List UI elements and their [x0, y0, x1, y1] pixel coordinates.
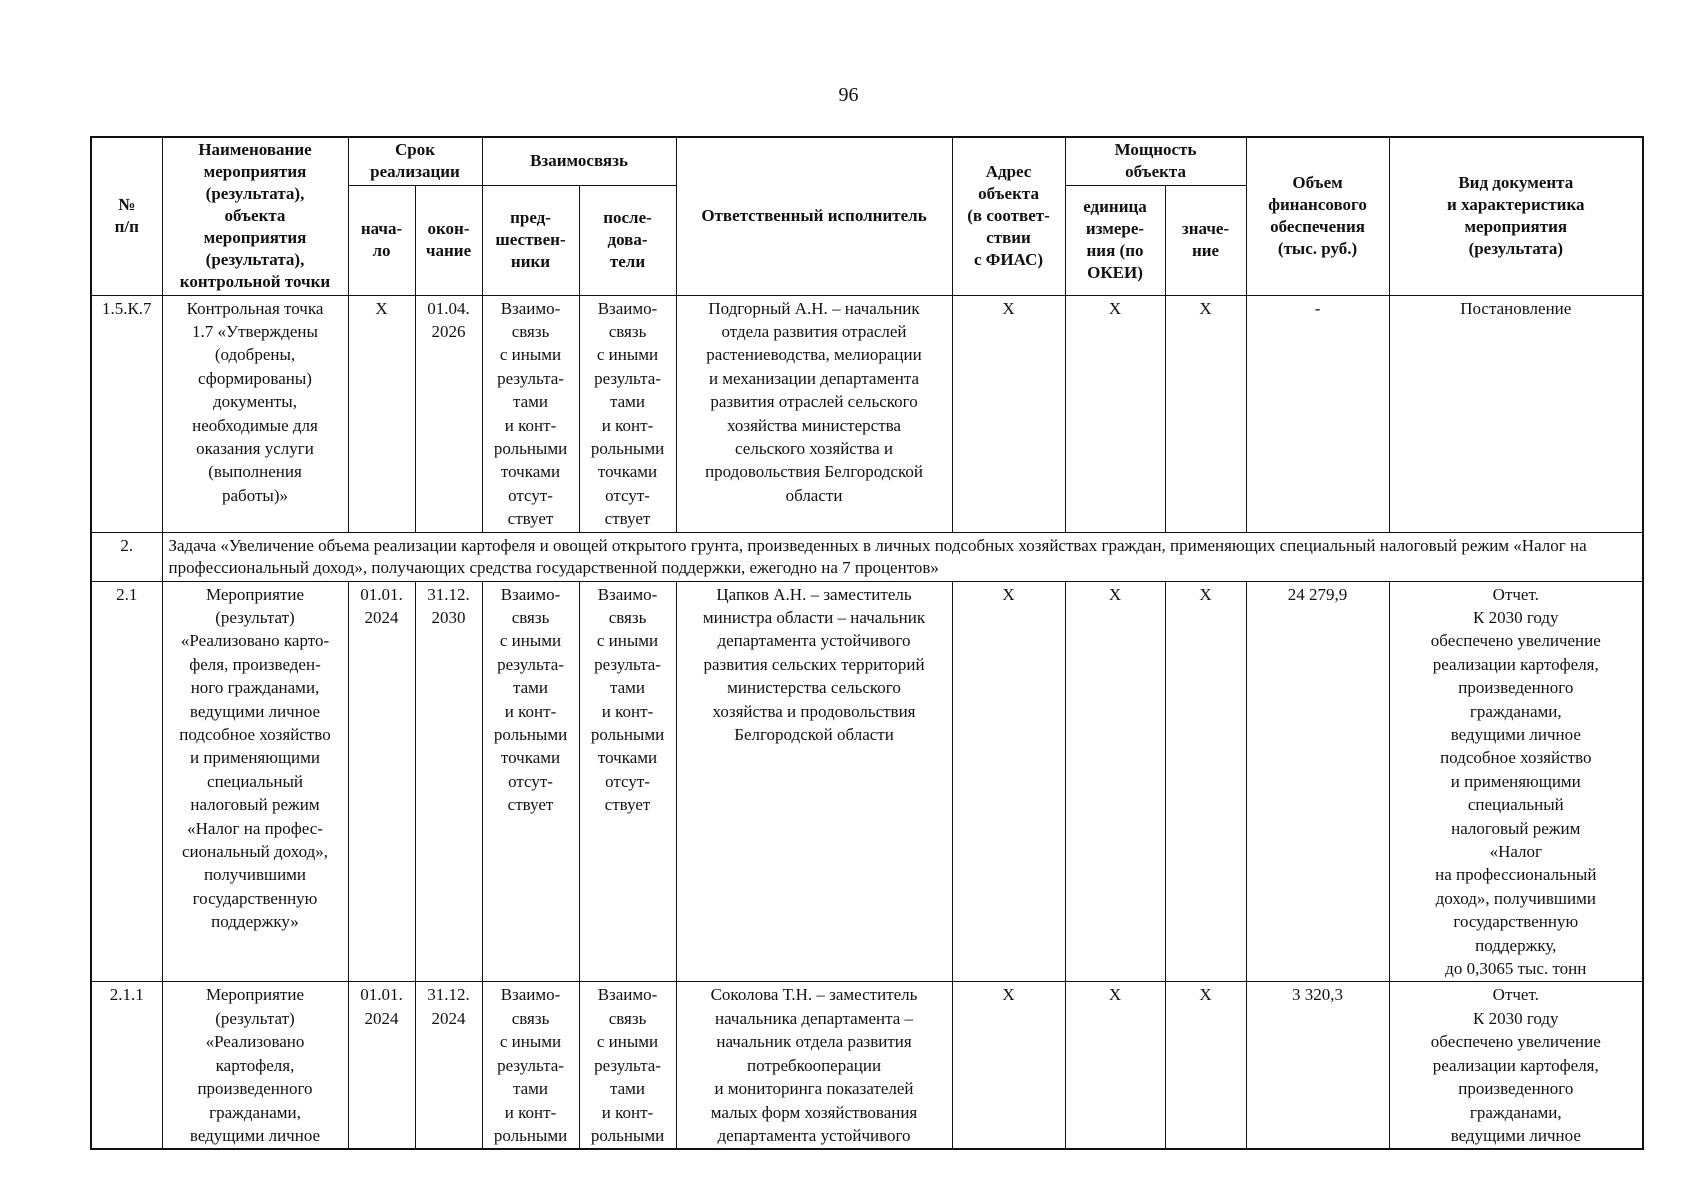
row-start: 01.01. 2024 — [348, 982, 415, 1149]
row-doc: Постановление — [1389, 295, 1643, 532]
header-value: значе- ние — [1165, 185, 1246, 295]
row-start: X — [348, 295, 415, 532]
header-next: после- дова- тели — [579, 185, 676, 295]
row-predecessors: Взаимо- связь с иными результа- тами и конт- рольными точками отсут- ствует — [482, 295, 579, 532]
row-name: Мероприятие (результат) «Реализовано картофеля, произведенного гражданами, ведущими личное — [162, 982, 348, 1149]
header-doc: Вид документа и характеристика мероприятия (результата) — [1389, 137, 1643, 295]
header-finance: Объем финансового обеспечения (тыс. руб.) — [1246, 137, 1389, 295]
table-row — [91, 982, 1643, 1149]
row-end: 31.12. 2024 — [415, 982, 482, 1149]
row-num: 2.1 — [91, 581, 162, 982]
header-prev: пред- шествен- ники — [482, 185, 579, 295]
row-address: X — [952, 295, 1065, 532]
header-address: Адрес объекта (в соответ- ствии с ФИАС) — [952, 137, 1065, 295]
task-num: 2. — [91, 532, 162, 581]
row-name: Мероприятие (результат) «Реализовано карто- феля, произведен- ного гражданами, ведущими личное подсобное хозяйство и применяющими специальный налоговый режим «Налог на профес- сиональный доход», получившими государственную поддержку» — [162, 581, 348, 982]
row-finance: - — [1246, 295, 1389, 532]
row-value: X — [1165, 982, 1246, 1149]
row-address: X — [952, 982, 1065, 1149]
activities-table — [90, 136, 1644, 1150]
row-num: 2.1.1 — [91, 982, 162, 1149]
header-power: Мощность объекта — [1065, 137, 1246, 185]
header-start: нача- ло — [348, 185, 415, 295]
header-num: № п/п — [91, 137, 162, 295]
table-row — [91, 581, 1643, 982]
row-value: X — [1165, 581, 1246, 982]
row-responsible: Подгорный А.Н. – начальник отдела развития отраслей растениеводства, мелиорации и механизации департамента развития отраслей сельского хозяйства министерства сельского хозяйства и продовольствия Белгородской области — [676, 295, 952, 532]
header-unit: единица измере- ния (по ОКЕИ) — [1065, 185, 1165, 295]
row-address: X — [952, 581, 1065, 982]
task-text: Задача «Увеличение объема реализации картофеля и овощей открытого грунта, произведенных в личных подсобных хозяйствах граждан, применяющих специальный налоговый режим «Налог на профессиональный доход», получающих средства государственной поддержки, ежегодно на 7 процентов» — [162, 532, 1643, 581]
row-name: Контрольная точка 1.7 «Утверждены (одобрены, сформированы) документы, необходимые для оказания услуги (выполнения работы)» — [162, 295, 348, 532]
row-responsible: Соколова Т.Н. – заместитель начальника департамента – начальник отдела развития потребкооперации и мониторинга показателей малых форм хозяйствования департамента устойчивого — [676, 982, 952, 1149]
row-unit: X — [1065, 581, 1165, 982]
row-end: 01.04. 2026 — [415, 295, 482, 532]
row-successors: Взаимо- связь с иными результа- тами и конт- рольными точками отсут- ствует — [579, 581, 676, 982]
header-name: Наименование мероприятия (результата), объекта мероприятия (результата), контрольной точки — [162, 137, 348, 295]
row-finance: 24 279,9 — [1246, 581, 1389, 982]
row-responsible: Цапков А.Н. – заместитель министра области – начальник департамента устойчивого развития сельских территорий министерства сельского хозяйства и продовольствия Белгородской области — [676, 581, 952, 982]
header-term: Срок реализации — [348, 137, 482, 185]
header-link: Взаимосвязь — [482, 137, 676, 185]
row-num: 1.5.К.7 — [91, 295, 162, 532]
row-finance: 3 320,3 — [1246, 982, 1389, 1149]
row-doc: Отчет. К 2030 году обеспечено увеличение реализации картофеля, произведенного гражданами, ведущими личное подсобное хозяйство и применяющими специальный налоговый режим «Налог на профессиональный доход», получившими государственную поддержку, до 0,3065 тыс. тонн — [1389, 581, 1643, 982]
row-doc: Отчет. К 2030 году обеспечено увеличение реализации картофеля, произведенного гражданами, ведущими личное — [1389, 982, 1643, 1149]
header-responsible: Ответственный исполнитель — [676, 137, 952, 295]
row-start: 01.01. 2024 — [348, 581, 415, 982]
row-predecessors: Взаимо- связь с иными результа- тами и конт- рольными точками отсут- ствует — [482, 581, 579, 982]
task-row — [91, 532, 1643, 581]
row-unit: X — [1065, 982, 1165, 1149]
row-end: 31.12. 2030 — [415, 581, 482, 982]
row-successors: Взаимо- связь с иными результа- тами и конт- рольными — [579, 982, 676, 1149]
table-row — [91, 295, 1643, 532]
row-predecessors: Взаимо- связь с иными результа- тами и конт- рольными — [482, 982, 579, 1149]
header-end: окон- чание — [415, 185, 482, 295]
row-unit: X — [1065, 295, 1165, 532]
row-successors: Взаимо- связь с иными результа- тами и конт- рольными точками отсут- ствует — [579, 295, 676, 532]
page-number: 96 — [838, 84, 859, 106]
row-value: X — [1165, 295, 1246, 532]
